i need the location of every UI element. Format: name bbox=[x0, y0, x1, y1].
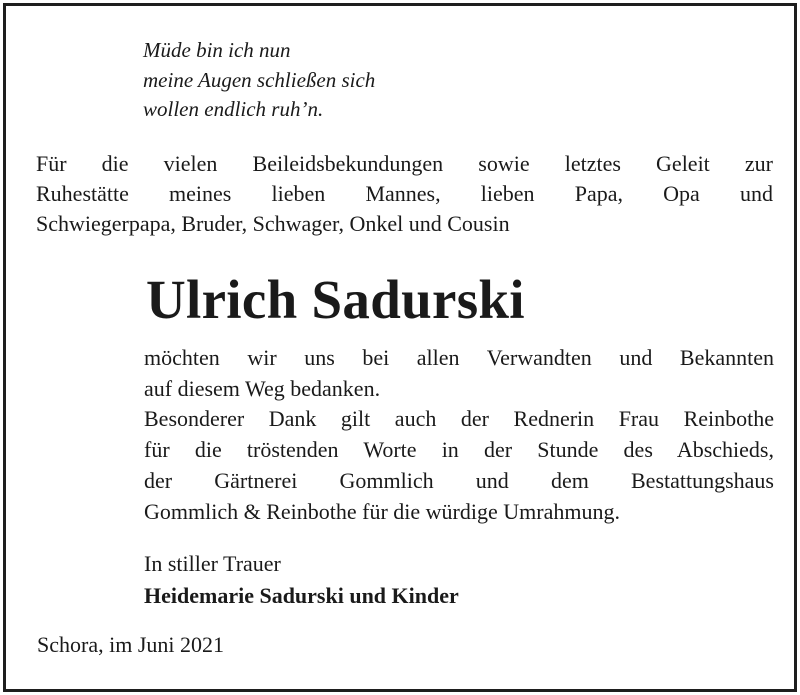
place-date: Schora, im Juni 2021 bbox=[37, 632, 224, 657]
thanks-line: möchten wir uns bei allen Verwandten und Bekannten bbox=[144, 345, 774, 370]
thanks-paragraph bbox=[144, 343, 774, 527]
closing-block bbox=[144, 548, 459, 612]
intro-line: Für die vielen Beileidsbekundungen sowie letztes Geleit zur bbox=[36, 151, 773, 176]
poem-line: Müde bin ich nun bbox=[143, 38, 291, 62]
signature: Heidemarie Sadurski und Kinder bbox=[144, 583, 459, 608]
thanks-line: Besonderer Dank gilt auch der Rednerin Frau Reinbothe bbox=[144, 406, 774, 432]
thanks-line: der Gärtnerei Gommlich und dem Bestattungshaus bbox=[144, 467, 774, 493]
closing-phrase: In stiller Trauer bbox=[144, 551, 281, 576]
thanks-line: für die tröstenden Worte in der Stunde des Abschieds, bbox=[144, 437, 774, 463]
obituary-notice bbox=[3, 3, 797, 692]
poem-line: meine Augen schließen sich bbox=[143, 67, 376, 92]
deceased-name: Ulrich Sadurski bbox=[146, 269, 525, 330]
poem-line: wollen endlich ruh’n. bbox=[143, 97, 324, 121]
intro-paragraph bbox=[36, 149, 773, 239]
intro-line: Schwiegerpapa, Bruder, Schwager, Onkel und Cousin bbox=[36, 211, 510, 236]
intro-line: Ruhestätte meines lieben Mannes, lieben Papa, Opa und bbox=[36, 181, 773, 206]
thanks-line: auf diesem Weg bedanken. bbox=[144, 375, 381, 401]
thanks-line: Gommlich & Reinbothe für die würdige Umrahmung. bbox=[144, 498, 620, 524]
poem-verse bbox=[143, 36, 375, 125]
